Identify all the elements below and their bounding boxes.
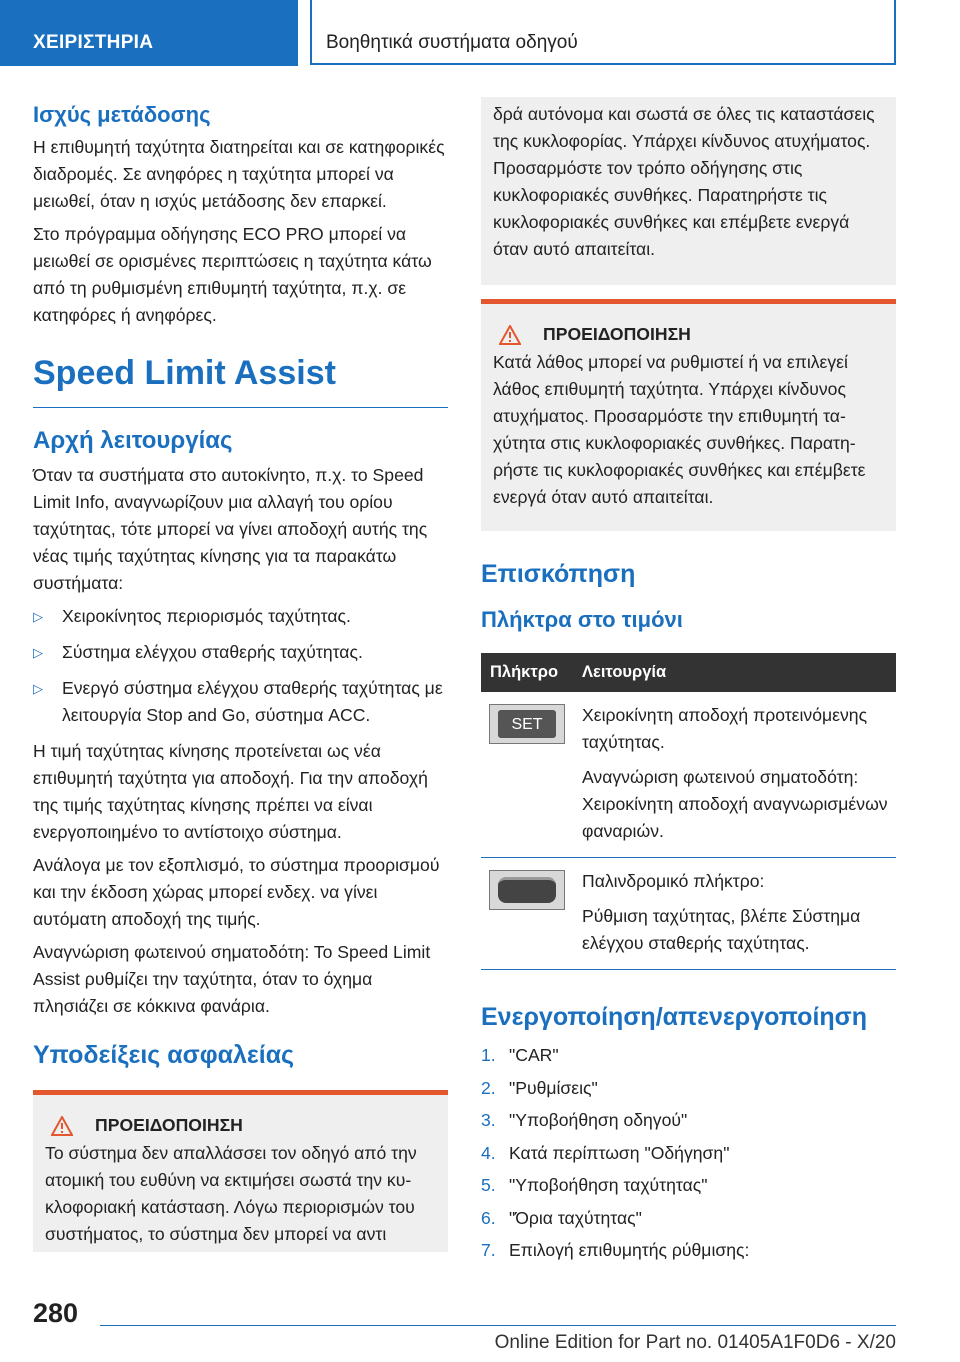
buttons-table <box>481 653 896 970</box>
principle-paragraph-1: Όταν τα συστήματα στο αυτοκίνητο, π.χ. το Speed Limit Info, αναγνωρίζουν μια αλλαγή του ορίου ταχύτητας, τότε μπορεί να γίνει αποδοχή αυτής της νέας τιμής ταχύτητας κίνησης για τα παρακάτω συστήματα: <box>33 465 428 593</box>
triangle-bullet-icon: ▷ <box>33 645 43 660</box>
edition-text: Online Edition for Part no. 01405A1F0D6 - X/20 <box>494 1332 896 1353</box>
page-number: 280 <box>33 1298 79 1328</box>
warning-triangle-icon <box>51 1116 73 1136</box>
chapter-tab: ΧΕΙΡΙΣΤΗΡΙΑ <box>0 0 298 66</box>
set-button-icon <box>489 704 565 744</box>
list-item: 6. "Όρια ταχύτητας" <box>481 1207 642 1228</box>
list-item: ▷ Χειροκίνητος περιορισμός ταχύτητας. <box>33 603 448 630</box>
power-paragraph-2: Στο πρόγραμμα οδήγησης ECO PRO μπορεί να μειωθεί σε ορισμένες περιπτώσεις η ταχύτητα κάτω από τη ρυθμισμένη επιθυμητή ταχύτητα, π.χ. σε κατηφόρες ή ανηφόρες. <box>33 224 432 325</box>
principle-heading: Αρχή λειτουργίας <box>33 427 233 454</box>
function-cell <box>573 858 896 970</box>
main-heading: Speed Limit Assist <box>33 354 336 392</box>
power-heading: Ισχύς μετάδοσης <box>33 102 211 127</box>
warning-box <box>33 1095 448 1252</box>
list-item: 3. "Υποβοήθηση οδηγού" <box>481 1110 688 1130</box>
function-text-1: Παλινδρομικό πλήκτρο: <box>582 871 765 891</box>
function-cell <box>573 692 896 858</box>
left-column <box>33 100 448 1252</box>
list-item: 1. "CAR" <box>481 1045 559 1065</box>
function-text-1: Χειροκίνητη αποδοχή προτεινόμενης ταχύτητας. <box>582 705 868 752</box>
systems-list <box>33 603 448 729</box>
activation-steps <box>481 1042 896 1264</box>
principle-paragraph-3: Ανάλογα με τον εξοπλισμό, το σύστημα προορισμού και την έκδοση χώρας μπορεί ενδεχ. να γίνει αυτόματη αποδοχή της τιμής. <box>33 855 440 929</box>
table-row <box>481 692 896 858</box>
warning-label: ΠΡΟΕΙΔΟΠΟΙΗΣΗ <box>95 1115 243 1135</box>
table-header-row <box>481 653 896 692</box>
warning-header <box>39 1115 434 1136</box>
warning-label: ΠΡΟΕΙΔΟΠΟΙΗΣΗ <box>543 324 691 344</box>
list-item: 4. Κατά περίπτωση "Οδήγηση" <box>481 1142 730 1163</box>
warning-triangle-icon <box>499 325 521 345</box>
function-text-2: Αναγνώριση φωτεινού σηματοδότη: Χειροκίνητη αποδοχή αναγνωρισμένων φαναριών. <box>582 767 888 841</box>
list-item: ▷ Ενεργό σύστημα ελέγχου σταθερής ταχύτητας με λειτουργία Stop and Go, σύστημα ACC. <box>33 675 448 729</box>
column-header-function: Λειτουργία <box>573 653 896 692</box>
warning-text-continued: δρά αυτόνομα και σωστά σε όλες τις καταστάσεις της κυκλοφορίας. Υπάρχει κίνδυνος ατυχήματος. Προσαρμόστε τον τρόπο οδήγησης στις κυκλοφοριακές συνθήκες. Παρατηρήστε τις κυκλοφοριακές συνθήκες και επέμβετε ενεργά όταν αυτό απαιτείται. <box>493 104 875 259</box>
warning-box-continued <box>481 97 896 285</box>
warning-header <box>487 324 882 345</box>
page-header <box>0 0 960 66</box>
triangle-bullet-icon: ▷ <box>33 609 43 624</box>
function-text-2: Ρύθμιση ταχύτητας, βλέπε Σύστημα ελέγχου σταθερής ταχύτητας. <box>582 906 861 953</box>
overview-heading: Επισκόπηση <box>481 560 636 588</box>
power-paragraph-1: Η επιθυμητή ταχύτητα διατηρείται και σε κατηφορικές διαδρομές. Σε ανηφόρες η ταχύτητα μπορεί να μειωθεί, όταν η ισχύς μετάδοσης δεν επαρκεί. <box>33 137 445 211</box>
warning-box <box>481 304 896 531</box>
activation-heading: Ενεργοποίηση/απενεργοποίηση <box>481 1003 868 1031</box>
right-column <box>481 97 896 1270</box>
key-cell <box>481 692 573 858</box>
list-item: 5. "Υποβοήθηση ταχύτητας" <box>481 1175 708 1195</box>
triangle-bullet-icon: ▷ <box>33 681 43 696</box>
list-item: 2. "Ρυθμίσεις" <box>481 1077 598 1098</box>
list-item: ▷ Σύστημα ελέγχου σταθερής ταχύτητας. <box>33 639 448 666</box>
table-row <box>481 858 896 970</box>
principle-paragraph-4: Αναγνώριση φωτεινού σηματοδότη: Το Speed Limit Assist ρυθμίζει την ταχύτητα, όταν το όχημα πλησιάζει σε κόκκινα φανάρια. <box>33 942 431 1016</box>
rocker-switch-icon <box>489 870 565 910</box>
wheel-buttons-heading: Πλήκτρα στο τιμόνι <box>481 607 683 632</box>
set-button-label: SET <box>498 710 556 738</box>
warning-text: Το σύστημα δεν απαλλάσσει τον οδηγό από την ατομική του ευθύνη να εκτιμήσει σωστά την κυκλοφοριακή κατάσταση. Λόγω περιορισμών του συστήματος, το σύστημα δεν μπορεί να αντι <box>45 1143 417 1244</box>
heading-rule <box>33 407 448 408</box>
key-cell <box>481 858 573 970</box>
section-title: Βοηθητικά συστήματα οδηγού <box>326 32 578 53</box>
column-header-button: Πλήκτρο <box>481 653 573 692</box>
principle-paragraph-2: Η τιμή ταχύτητας κίνησης προτείνεται ως νέα επιθυμητή ταχύτητα για αποδοχή. Για την αποδοχή της τιμής ταχύτητας κίνησης πρέπει να είναι ενεργοποιημένο το αντίστοιχο σύστημα. <box>33 741 428 842</box>
list-item: 7. Επιλογή επιθυμητής ρύθμισης: <box>481 1240 750 1260</box>
footer-rule <box>100 1325 896 1326</box>
safety-heading: Υποδείξεις ασφαλείας <box>33 1041 295 1069</box>
warning-text: Κατά λάθος μπορεί να ρυθμιστεί ή να επιλεγεί λάθος επιθυμητή ταχύτητα. Υπάρχει κίνδυνος ατυχήματος. Προσαρμόστε την επιθυμητή ταχύτητα στις κυκλοφοριακές συνθήκες. Παρατηρήστε τις κυκλοφοριακές συνθήκες και επέμβετε ενεργά όταν αυτό απαιτείται. <box>493 352 866 507</box>
